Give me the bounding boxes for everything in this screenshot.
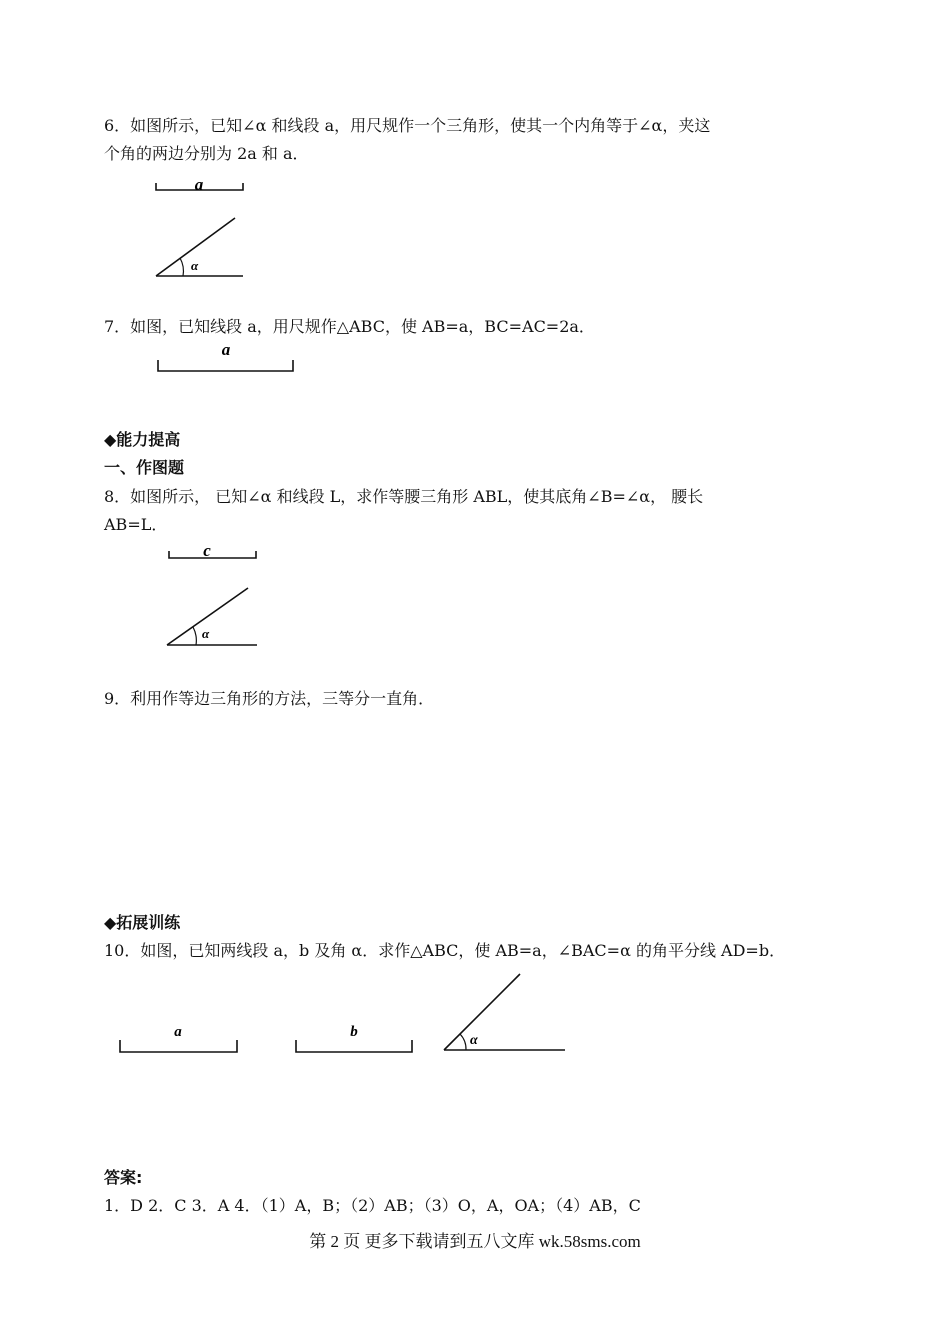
q8-segment-label: c (203, 541, 211, 560)
q6-segment-label: a (194, 175, 204, 194)
q10-segment-a-figure (120, 1024, 237, 1052)
q6-text-line1: 6．如图所示，已知∠α 和线段 a，用尺规作一个三角形，使其一个内角等于∠α，夹这 (104, 116, 711, 135)
q10-segment-b-label: b (350, 1024, 358, 1040)
section-extension-heading: ◆拓展训练 (104, 913, 181, 932)
q10-segment-a-label: a (174, 1024, 182, 1040)
q8-text-line2: AB=L． (104, 515, 168, 534)
q6-text-line2: 个角的两边分别为 2a 和 a． (104, 144, 309, 163)
q10-text: 10．如图，已知两线段 a，b 及角 α．求作△ABC，使 AB=a，∠BAC=α 的角平分线 AD=b． (104, 941, 786, 960)
q8-angle-label: α (202, 626, 210, 641)
q6-angle-label: α (191, 258, 199, 273)
answers-heading: 答案: (104, 1168, 143, 1187)
section-drawing-heading: 一、作图题 (104, 458, 185, 477)
q7-segment-label: a (221, 340, 231, 359)
q7-segment-figure (158, 340, 293, 371)
q10-angle-label: α (470, 1033, 478, 1048)
q8-angle-figure (167, 588, 257, 645)
q8-text-line1: 8．如图所示， 已知∠α 和线段 L，求作等腰三角形 ABL，使其底角∠B=∠α， 腰长 (104, 487, 704, 506)
q7-text: 7．如图，已知线段 a，用尺规作△ABC，使 AB=a，BC=AC=2a． (104, 317, 595, 336)
page-footer: 第 2 页 更多下载请到五八文库 wk.58sms.com (309, 1232, 641, 1251)
answers-line1: 1．D 2．C 3．A 4．（1）A，B；（2）AB；（3）O，A，OA；（4）AB，C (104, 1196, 641, 1215)
q6-segment-figure (156, 175, 243, 194)
q9-text: 9．利用作等边三角形的方法，三等分一直角． (104, 689, 435, 708)
q8-segment-figure (169, 541, 256, 560)
q6-angle-figure (156, 218, 243, 276)
section-ability-heading: ◆能力提高 (104, 430, 181, 449)
q10-angle-figure (444, 974, 565, 1050)
q10-segment-b-figure (296, 1024, 412, 1052)
